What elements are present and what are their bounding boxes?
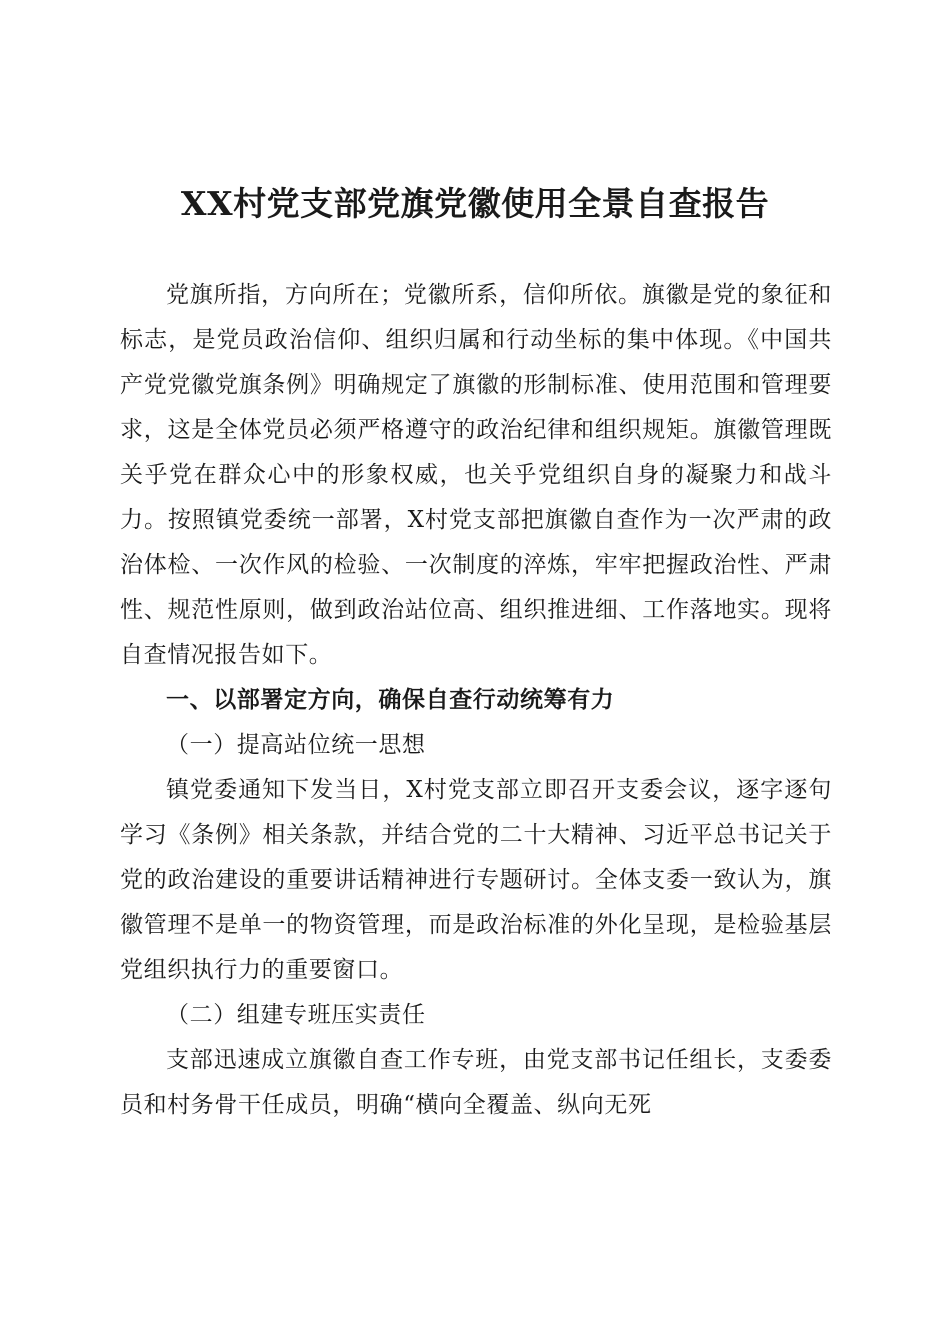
document-title: XX村党支部党旗党徽使用全景自查报告 bbox=[180, 184, 770, 223]
subsection-heading-2: （二）组建专班压实责任 bbox=[166, 1002, 426, 1028]
document-body bbox=[120, 273, 832, 1128]
section-heading-1: 一、以部署定方向，确保自查行动统筹有力 bbox=[166, 687, 615, 713]
subsection-paragraph-2: 支部迅速成立旗徽自查工作专班，由党支部书记任组长，支委委员和村务骨干任成员，明确“横向全覆盖、纵向无死 bbox=[120, 1047, 832, 1118]
subsection-paragraph-1: 镇党委通知下发当日，X村党支部立即召开支委会议，逐字逐句学习《条例》相关条款，并结合党的二十大精神、习近平总书记关于党的政治建设的重要讲话精神进行专题研讨。全体支委一致认为，旗徽管理不是单一的物资管理，而是政治标准的外化呈现，是检验基层党组织执行力的重要窗口。 bbox=[120, 777, 832, 983]
intro-paragraph: 党旗所指，方向所在；党徽所系，信仰所依。旗徽是党的象征和标志，是党员政治信仰、组织归属和行动坐标的集中体现。《中国共产党党徽党旗条例》明确规定了旗徽的形制标准、使用范围和管理要求，这是全体党员必须严格遵守的政治纪律和组织规矩。旗徽管理既关乎党在群众心中的形象权威，也关乎党组织自身的凝聚力和战斗力。按照镇党委统一部署，X村党支部把旗徽自查作为一次严肃的政治体检、一次作风的检验、一次制度的淬炼，牢牢把握政治性、严肃性、规范性原则，做到政治站位高、组织推进细、工作落地实。现将自查情况报告如下。 bbox=[120, 282, 832, 668]
subsection-heading-1: （一）提高站位统一思想 bbox=[166, 732, 426, 758]
